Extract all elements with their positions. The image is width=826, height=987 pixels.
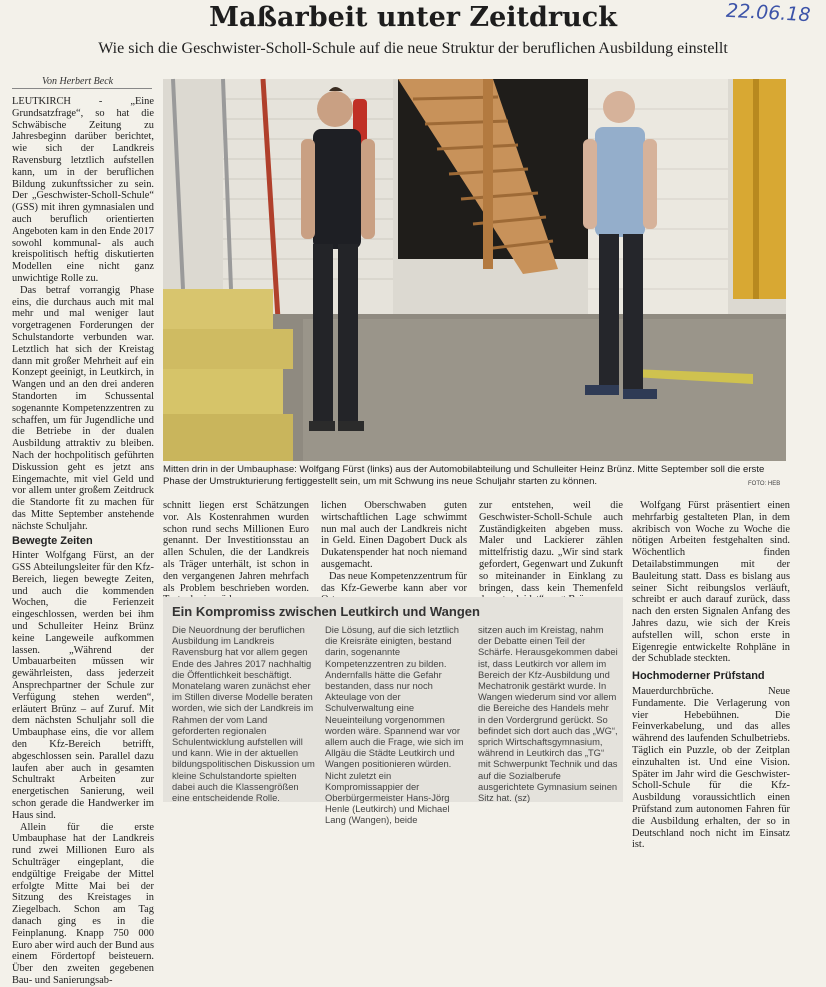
paragraph: lichen Oberschwaben guten wirtschaftlichen Lage schwimmt nun mal auch der Landkreis nicht in Geld. Einen Dagobert Duck als Dukatenspender hat noch niemand ausgemacht. [321, 500, 467, 570]
headline: Maßarbeit unter Zeitdruck [209, 2, 617, 33]
section-heading: Bewegte Zeiten [12, 535, 93, 548]
paragraph: LEUTKIRCH - „Eine Grundsatzfrage“, so hat die Schwäbische Zeitung zu Jahresbeginn darüber berichtet, wie sich der Landkreis Ravensburg letztlich aufstellen kann, um in der beruflichen Bildung zukunftssicher zu sein. Der „Geschwister-Scholl-Schule“ (GSS) mit ihren gymnasialen und auch beruflich orientierten Angeboten kam in den Ende 2017 sowohl kommunal- als auch kreispolitisch heftig diskutierten Modellen eine nicht ganz unwichtige Rolle zu. [12, 96, 154, 284]
subheadline: Wie sich die Geschwister-Scholl-Schule auf die neue Struktur der beruflichen Ausbildung einstellt [98, 40, 728, 57]
paragraph: schnitt liegen erst Schätzungen vor. Als Kostenrahmen wurden schon rund sechs Millionen Euro genannt. Der Investitionsstau an allen Schulen, die der Landkreis als Träger unterhält, ist schon in den vergangenen Jahren mehrfach als Problem beschrieben worden. [163, 500, 309, 594]
photo-illustration [163, 79, 786, 461]
paragraph: sitzen auch im Kreistag, nahm der Debatte einen Teil der Schärfe. Herausgekommen dabei ist, dass Leutkirch vor allem im Bereich der Kfz-Ausbildung und Mechatronik gestärkt wurde. In Wangen wiederum sind vor allem die Bereiche des Handels mehr in den Vordergrund gerückt. So befindet sich dort auch das „WG“, sprich Wirtschaftsgymnasium, während in Leutkirch das „TG“ mit Schwerpunkt Technik und das auf die Sozialberufe ausgerichtete Gymnasium seinen Sitz hat. (sz) [478, 624, 618, 804]
section-heading: Hochmoderner Prüfstand [632, 670, 765, 683]
paragraph: Die Lösung, auf die sich letztlich die Kreisräte einigten, bestand darin, sogenannte Kompetenzzentren zu bilden. Andernfalls hätte die Gefahr bestanden, dass nur noch Akteulage von der Schulverwaltung eine Neueinteilung vorgenommen worden wäre. Spannend war vor allem auch die Frage, wie sich im Allgäu die Städte Leutkirch und Wangen positionieren würden. Nicht zuletzt ein Kompromissappier der Oberbürgermeister Hans-Jörg Henle (Leutkirch) und Michael Lang (Wangen), beide [325, 624, 464, 826]
article-photo [163, 79, 786, 461]
paragraph: Das betraf vorrangig Phase eins, die durchaus auch mit mal mehr und mal weniger laut vorgetragenen Forderungen der Schulstandorte verbunden war. Letztlich hat sich der Kreistag dann mit großer Mehrheit auf ein Konzept geeinigt, in Leutkirch, in Wangen und an den drei anderen Standorten im Schussental sogenannte Kompetenzzentren zu schaffen, um für Jugendliche und die Betriebe in der dualen Ausbildung attraktiv zu bleiben. Nach der hochpolitisch geführten Diskussion geht es jetzt ans Eingemachte, mit viel Geld und vor allem unter großem Zeitdruck die Standorte fit zu machen für das Mitte September anstehende nächste Schuljahr. [12, 284, 154, 532]
article-column-4 [479, 500, 623, 594]
paragraph: Allein für die erste Umbauphase hat der Landkreis rund zwei Millionen Euro als Schulträger eingeplant, die endgültige Freigabe der Mittel erfolgte Mitte Mai bei der Sitzung des Kreistages in Ziegelbach. Schon am Tag danach ging es in die Feinplanung. Knapp 750 000 Euro aber wird auch der Bund aus einem Fördertopf beisteuern. Über den zweiten gegebenen Bau- und Sanierungsab- [12, 821, 154, 986]
byline: Von Herbert Beck [42, 76, 114, 87]
photo-credit: FOTO: HEB [748, 481, 781, 487]
byline-divider [12, 88, 152, 89]
info-box-title: Ein Kompromiss zwischen Leutkirch und Wangen [172, 604, 480, 619]
info-box-column-3 [478, 624, 618, 804]
paragraph: Hinter Wolfgang Fürst, an der GSS Abteilungsleiter für den Kfz-Bereich, liegen bewegte Zeiten, und auch die kommenden Wochen, die Ferienzeit eingeschlossen, werden bei ihm und Schulleiter Heinz Brünz keine Langeweile aufkommen lassen. „Während der Umbauarbeiten müssen wir gewährleisten, dass jederzeit Ansprechpartner der Schule zur Verfügung stehen werden“, erläutert Brünz – auf Zuruf. Mit dem nächsten Schuljahr soll die Umbauphase eins, die vor allem den Kfz-Bereich betrifft, abgeschlossen sein. Parallel dazu laufen aber auch in gesamten Schultrakt Arbeiten zur energetischen Sanierung, weil schon gerade die Handwerker im Haus sind. [12, 550, 154, 821]
handwritten-date-stamp: 22.06.18 [725, 0, 812, 27]
article-column-1 [12, 96, 154, 986]
paragraph: zur entstehen, weil die Geschwister-Scholl-Schule auch Zuständigkeiten abgeben muss. Maler und Lackierer zählen mittelfristig dazu. „Wir sind stark gefordert, Gegenwart und Zukunft so miteinander in Einklang zu bringen, dass kein Themenfeld [479, 500, 623, 594]
article-column-3 [321, 500, 467, 594]
article-column-2 [163, 500, 309, 594]
paragraph: Das neue Kompetenzzentrum für das Kfz-Gewerbe kann aber vor [321, 570, 467, 594]
paragraph: Die Neuordnung der beruflichen Ausbildung im Landkreis Ravensburg hat vor allem gegen Ende des Jahres 2017 nachhaltig die Öffentlichkeit beschäftigt. Monatelang waren zunächst eher im Stillen diverse Modelle beraten worden, wie sich der Landkreis im Rahmen der vom Land geforderten regionalen Schulentwicklung aufstellen will und kann. Wie in der aktuellen bildungspolitischen Diskussion um kleine Schulstandorte spielten dabei auch die Klassengrößen eine entscheidende Rolle. [172, 624, 315, 804]
article-column-5 [632, 500, 790, 851]
photo-caption: Mitten drin in der Umbauphase: Wolfgang Fürst (links) aus der Automobilabteilung und Schulleiter Heinz Brünz. Mitte September soll die erste Phase der Umstrukturierung fertiggestellt sein, um mit Schwung ins neue Schuljahr starten zu können. [163, 464, 765, 487]
paragraph: Wolfgang Fürst präsentiert einen mehrfarbig gestalteten Plan, in dem akribisch von Woche zu Woche die nötigen Arbeiten festgehalten sind. Wöchentlich finden Detailabstimmungen mit der Bauleitung statt. Dass es bislang aus seiner Sicht reibungslos verläuft, schreibt er auch darauf zurück, dass nach den ersten Signalen Anfang des Jahres dazu, wie sich der Kreis aufstellen will, schon erste in Eigenregie entwickelte Rohpläne in der Schublade steckten. [632, 500, 790, 665]
paragraph: Mauerdurchbrüche. Neue Fundamente. Die Verlagerung von vier Hebebühnen. Die Feinverkabelung, und das alles während des laufenden Schulbetriebs. Täglich ein Puzzle, ob der Zeitplan einzuhalten ist. Und eine Vision. Später im Jahr wird die Geschwister-Scholl-Schule für die Kfz-Ausbildung voraussichtlich einen Prüfstand zum autonomen Fahren für die Ausbildung erhalten, der so in Deutschland noch nicht im Einsatz ist. [632, 685, 790, 851]
info-box-column-1 [172, 624, 316, 804]
info-box-column-2 [325, 624, 469, 826]
